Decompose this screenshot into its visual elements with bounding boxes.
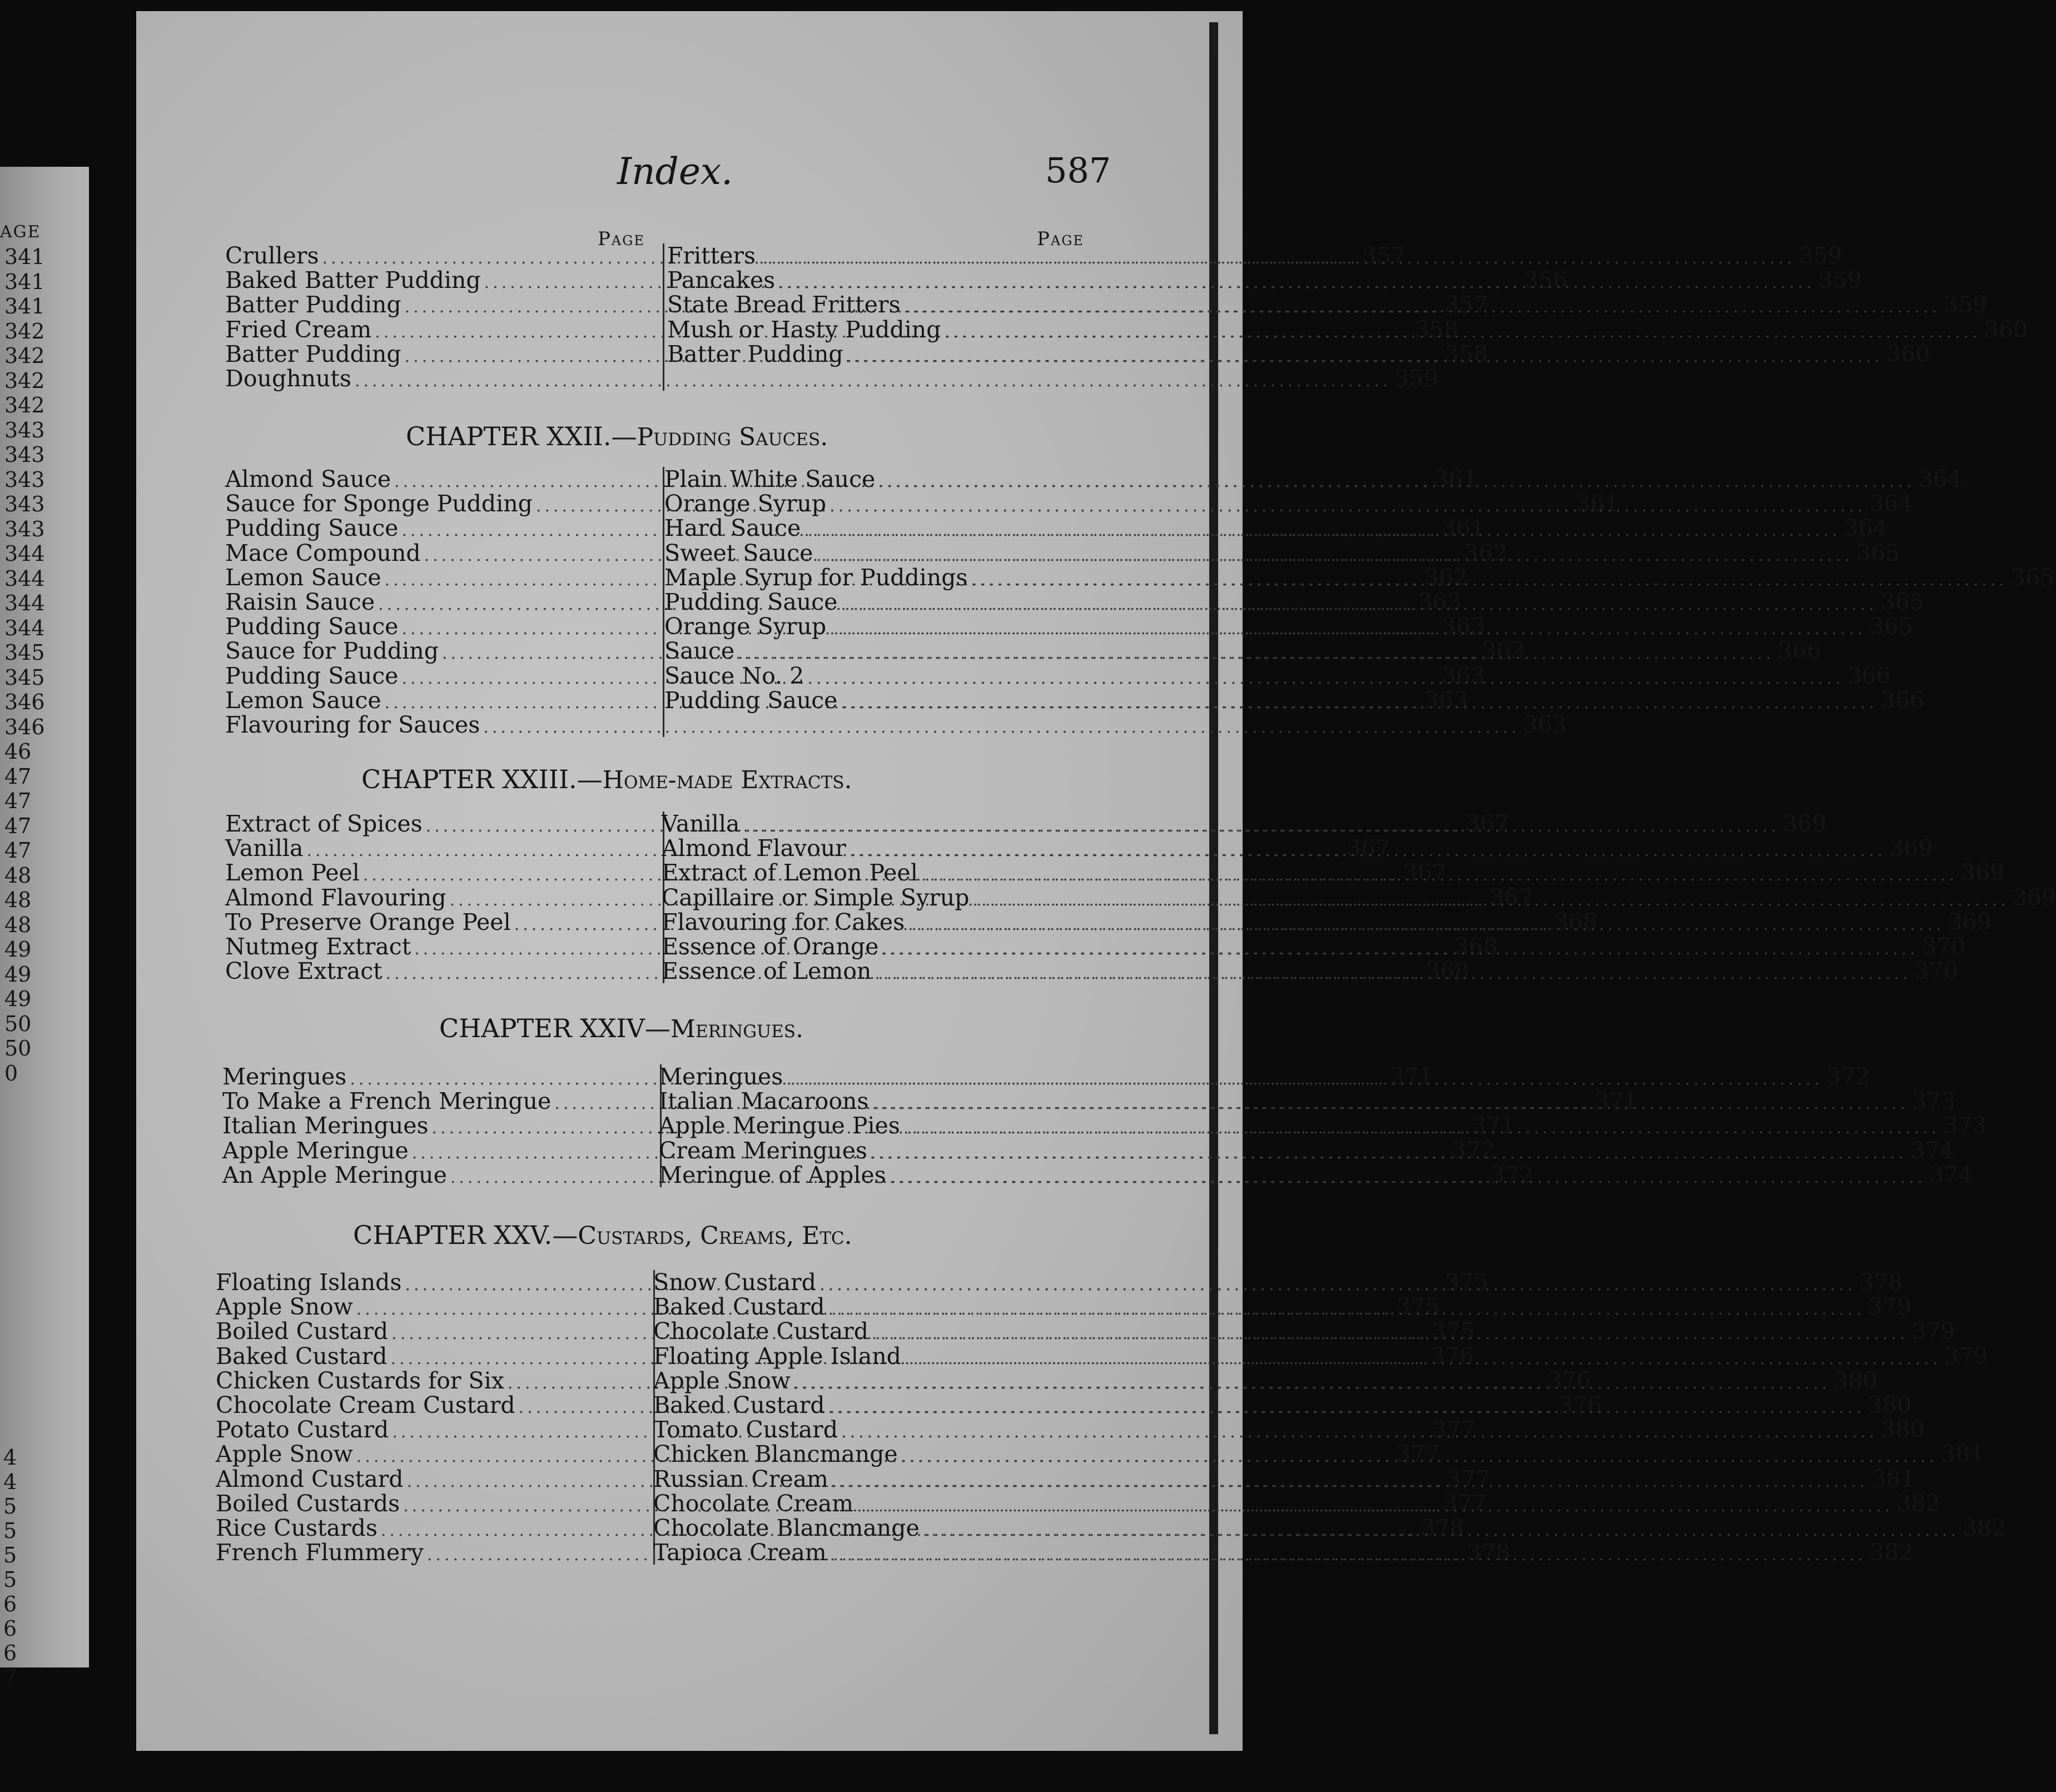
previous-page-number: 6 [3, 1616, 17, 1641]
previous-page-number: 346 [4, 714, 45, 739]
entry-name: Sauce No. 2 [664, 662, 804, 689]
entry-page-number: 377 [1446, 1465, 1491, 1492]
previous-page-number: 50 [4, 1011, 32, 1036]
entry-name: Meringues [222, 1063, 347, 1090]
entry-name: Russian Cream [653, 1465, 828, 1492]
previous-page-number: 343 [4, 417, 45, 442]
dot-leader [830, 494, 1866, 519]
entry-name: Meringue of Apples [659, 1161, 886, 1188]
previous-page-number: 48 [4, 863, 32, 888]
previous-page-number: 341 [4, 269, 45, 294]
entry-page-number: 379 [1944, 1342, 1988, 1370]
entry-name: Sweet Sauce [664, 539, 813, 566]
dot-leader [972, 888, 2009, 913]
entry-page-number: 366 [1847, 662, 1891, 689]
previous-page-number: 6 [3, 1592, 17, 1616]
previous-page-number: 48 [4, 888, 32, 912]
entry-name: Flavouring for Sauces [225, 711, 480, 738]
entry-page-number: 365 [1869, 613, 1913, 640]
entry-name: Batter Pudding [225, 291, 401, 318]
dot-leader [890, 1166, 1926, 1190]
entry-page-number: 369 [1948, 908, 1992, 935]
entry-name: Boiled Custard [216, 1318, 389, 1345]
entry-name: Rice Custards [216, 1514, 378, 1541]
entry-page-number: 377 [1443, 1490, 1487, 1517]
entry-name: Baked Batter Pudding [225, 267, 481, 294]
previous-page-numbers [4, 245, 45, 1086]
entry-page-number: 372 [1452, 1137, 1496, 1164]
entry-page-number: 358 [1444, 340, 1488, 367]
entry-name: Pudding Sauce [225, 662, 399, 689]
entry-page-number: 359 [1943, 291, 1988, 318]
entry-name: Extract of Lemon Peel [662, 859, 918, 887]
previous-page-number: 345 [4, 665, 45, 690]
chapter-number: CHAPTER XXIII.— [361, 764, 603, 794]
entry-name: Italian Macaroons [659, 1088, 869, 1115]
entry-page-number: 380 [1868, 1391, 1912, 1418]
entry-name: Chocolate Cream [653, 1490, 853, 1517]
chapter-number: CHAPTER XXIV— [439, 1013, 671, 1043]
entry-name: Apple Meringue Pies [659, 1112, 900, 1139]
entry-page-number: 375 [1444, 1269, 1489, 1296]
dot-leader [778, 271, 1815, 295]
entry-page-number: 371 [1471, 1112, 1516, 1139]
entry-page-number: 362 [1424, 564, 1468, 591]
entry-page-number: 373 [1943, 1112, 1987, 1139]
entry-page-number: 374 [1929, 1161, 1973, 1188]
entry-name: French Flummery [216, 1539, 424, 1566]
previous-page-number: 47 [4, 838, 32, 863]
previous-page-header: AGE [0, 222, 41, 242]
dot-leader [828, 1293, 1865, 1322]
entry-name: Mush or Hasty Pudding [667, 316, 941, 343]
entry-name: Almond Custard [216, 1465, 404, 1492]
dot-leader [903, 1116, 1940, 1141]
dot-leader [841, 1420, 1878, 1445]
page-column-header-right: Page [1037, 228, 1084, 250]
entry-name: Lemon Peel [225, 859, 360, 887]
previous-page-number: 344 [4, 566, 45, 591]
entry-page-number: 357 [1444, 291, 1488, 318]
entry-name: Clove Extract [225, 958, 383, 985]
entry-page-number: 379 [1911, 1318, 1955, 1345]
entry-name: Crullers [225, 242, 319, 269]
entry-name: State Bread Fritters [667, 291, 901, 318]
dot-leader [921, 863, 1958, 888]
entry-page-number: 372 [1490, 1161, 1534, 1188]
entry-name: Fried Cream [225, 316, 372, 343]
chapter-heading [361, 764, 1671, 794]
entry-page-number: 378 [1859, 1269, 1903, 1296]
previous-page-number: 343 [4, 492, 45, 516]
previous-page-number: 345 [4, 640, 45, 665]
previous-page-number: 46 [4, 739, 32, 764]
previous-page-margin [0, 167, 89, 1690]
entry-page-number: 370 [1914, 958, 1958, 985]
entry-page-number: 366 [1880, 686, 1925, 714]
previous-page-number: 342 [4, 344, 45, 368]
previous-page-number: 344 [4, 541, 45, 566]
dot-leader [872, 1092, 1908, 1116]
dot-leader [923, 1519, 1959, 1543]
entry-page-number: 367 [1466, 810, 1509, 837]
entry-page-number: 360 [1984, 316, 2028, 343]
entry-page-number: 373 [1911, 1088, 1956, 1115]
entry-name: Chicken Custards for Six [216, 1367, 504, 1394]
entry-name: Cream Meringues [659, 1137, 867, 1164]
chapter-heading [439, 1013, 1749, 1043]
previous-page-number: 47 [4, 789, 32, 813]
previous-page-number: 342 [4, 318, 45, 344]
entry-page-number: 380 [1834, 1367, 1878, 1394]
entry-name: To Preserve Orange Peel [225, 908, 511, 935]
previous-page-number: 7 [3, 1665, 17, 1690]
entry-page-number: 368 [1554, 908, 1598, 935]
entry-name: Maple Syrup for Puddings [664, 564, 968, 591]
entry-page-number: 382 [1870, 1539, 1914, 1566]
entry-name: An Apple Meringue [222, 1161, 447, 1188]
previous-page-number: 342 [4, 393, 45, 417]
previous-page-number: 0 [4, 1061, 18, 1086]
dot-leader [875, 962, 1911, 986]
entry-page-number: 376 [1547, 1367, 1591, 1394]
dot-leader [857, 1494, 1893, 1519]
entry-page-number: 360 [1886, 340, 1930, 367]
entry-name: Batter Pudding [667, 340, 843, 367]
previous-page-number: 48 [4, 912, 32, 937]
entry-page-number: 367 [1489, 884, 1533, 911]
entry-name: Snow Custard [653, 1269, 816, 1296]
entry-page-number: 365 [1856, 539, 1900, 566]
index-entry [225, 365, 1438, 392]
entry-page-number: 377 [1396, 1441, 1440, 1468]
entry-name: Pancakes [667, 267, 776, 294]
entry-name: Vanilla [225, 835, 304, 862]
entry-page-number: 380 [1881, 1416, 1925, 1443]
previous-page-number: 49 [4, 937, 32, 962]
entry-page-number: 374 [1910, 1137, 1954, 1164]
entry-name: Tomato Custard [653, 1416, 838, 1443]
dot-leader [355, 369, 1391, 394]
previous-page-number: 47 [4, 813, 32, 838]
entry-name: Mace Compound [225, 539, 421, 566]
entry-name: Floating Apple Island [653, 1342, 901, 1370]
chapter-title: Meringues. [670, 1015, 804, 1043]
dot-leader [820, 1273, 1856, 1297]
entry-page-number: 378 [1467, 1539, 1511, 1566]
entry-name: To Make a French Meringue [222, 1088, 552, 1115]
dot-leader [841, 593, 1877, 617]
entry-name: Batter Pudding [225, 340, 401, 367]
entry-name: Almond Sauce [225, 466, 391, 492]
entry-name: Baked Custard [216, 1342, 388, 1370]
entry-name: Pudding Sauce [225, 613, 399, 640]
index-entry [225, 711, 1567, 738]
dot-leader [743, 810, 1779, 839]
entry-page-number: 364 [1844, 515, 1888, 542]
entry-page-number: 365 [2010, 564, 2055, 591]
entry-page-number: 381 [1941, 1441, 1985, 1468]
entry-name: Apple Snow [653, 1367, 791, 1394]
previous-page-number: 5 [3, 1494, 17, 1519]
chapter-heading [353, 1220, 1663, 1250]
entry-name: Baked Custard [653, 1293, 825, 1321]
entry-name: Sauce for Pudding [225, 638, 439, 665]
entry-page-number: 367 [1346, 835, 1390, 862]
running-title: Index. [617, 150, 733, 193]
entry-name: Chicken Blancmange [653, 1441, 898, 1468]
entry-name: Orange Syrup [664, 490, 827, 517]
entry-page-number: 370 [1921, 933, 1966, 960]
dot-leader [847, 345, 1883, 369]
dot-leader [759, 246, 1795, 271]
entry-page-number: 379 [1868, 1293, 1912, 1321]
entry-name: Vanilla [662, 810, 740, 837]
entry-page-number: 364 [1869, 490, 1913, 517]
previous-page-number: 4 [3, 1470, 17, 1494]
dot-leader [483, 715, 1519, 740]
entry-page-number: 371 [1594, 1088, 1638, 1115]
chapter-heading [406, 421, 1716, 451]
dot-leader [841, 691, 1877, 715]
chapter-title: Home-made Extracts. [602, 766, 852, 794]
index-entry [225, 340, 1488, 367]
entry-page-number: 356 [1523, 267, 1568, 294]
entry-name: Chocolate Blancmange [653, 1514, 920, 1541]
entry-page-number: 364 [1918, 466, 1962, 492]
previous-page-number: 5 [3, 1567, 17, 1592]
entry-page-number: 377 [1432, 1416, 1476, 1443]
dot-leader [832, 1470, 1868, 1494]
entry-page-number: 359 [1394, 365, 1438, 392]
entry-name: Nutmeg Extract [225, 933, 411, 960]
entry-page-number: 367 [1403, 859, 1447, 887]
entry-name: Lemon Sauce [225, 686, 381, 714]
previous-page-number: 343 [4, 516, 45, 541]
previous-page-number: 50 [4, 1036, 32, 1061]
entry-page-number: 375 [1396, 1293, 1440, 1321]
dot-leader [944, 320, 1980, 345]
entry-page-number: 362 [1463, 539, 1508, 566]
entry-name: Pudding Sauce [664, 588, 838, 615]
dot-leader [971, 568, 2007, 593]
entry-page-number: 363 [1441, 613, 1486, 640]
previous-page-number: 4 [3, 1445, 17, 1470]
entry-name: Fritters [667, 242, 756, 269]
page-column-header-left: Page [598, 228, 645, 250]
page-number: 587 [1045, 150, 1111, 191]
entry-name: Sauce [664, 638, 735, 665]
entry-page-number: 357 [1362, 242, 1406, 269]
dot-leader [807, 662, 1844, 691]
chapter-title: Pudding Sauces. [637, 423, 828, 451]
dot-leader [904, 295, 1940, 320]
entry-page-number: 376 [1558, 1391, 1602, 1418]
entry-name: Raisin Sauce [225, 588, 375, 615]
previous-page-number: 5 [3, 1543, 17, 1567]
entry-page-number: 368 [1425, 958, 1469, 985]
entry-page-number: 361 [1434, 466, 1478, 492]
entry-page-number: 361 [1441, 515, 1486, 542]
previous-page-number: 49 [4, 987, 32, 1011]
chapter-number: CHAPTER XXV.— [353, 1220, 578, 1250]
entry-name: Almond Flavouring [225, 884, 446, 911]
entry-name: Apple Snow [216, 1441, 353, 1468]
dot-leader [828, 1396, 1865, 1420]
entry-page-number: 369 [1782, 810, 1827, 837]
entry-name: Hard Sauce [664, 515, 801, 542]
entry-page-number: 359 [1818, 267, 1862, 294]
entry-page-number: 369 [2012, 884, 2056, 911]
entry-name: Floating Islands [216, 1269, 402, 1296]
entry-name: Potato Custard [216, 1416, 389, 1443]
chapter-number: CHAPTER XXII.— [406, 421, 637, 451]
entry-page-number: 368 [1454, 933, 1498, 960]
entry-page-number: 382 [1896, 1490, 1940, 1517]
entry-page-number: 381 [1871, 1465, 1915, 1492]
entry-page-number: 372 [1826, 1063, 1870, 1090]
entry-name: Pudding Sauce [225, 515, 399, 542]
entry-name: Almond Flavour [662, 835, 846, 862]
dot-leader [816, 544, 1853, 568]
entry-name: Capillaire or Simple Syrup [662, 884, 970, 911]
entry-name: Boiled Custards [216, 1490, 400, 1517]
dot-leader [830, 617, 1866, 641]
dot-leader [794, 1371, 1830, 1396]
entry-page-number: 365 [1880, 588, 1925, 615]
entry-name: Doughnuts [225, 365, 351, 392]
entry-name: Lemon Sauce [225, 564, 381, 591]
previous-page-number: 47 [4, 764, 32, 789]
dot-leader [905, 1347, 1941, 1371]
entry-name: Extract of Spices [225, 810, 423, 837]
chapter-title: Custards, Creams, Etc. [578, 1222, 852, 1250]
previous-page-number: 341 [4, 245, 45, 269]
previous-page-number: 343 [4, 467, 45, 492]
entry-name: Sauce for Sponge Pudding [225, 490, 533, 517]
entry-name: Chocolate Cream Custard [216, 1391, 515, 1418]
dot-leader [804, 519, 1840, 543]
index-entry [222, 1063, 1433, 1090]
entry-name: Plain White Sauce [664, 466, 876, 492]
entry-page-number: 376 [1430, 1342, 1474, 1370]
entry-page-number: 359 [1799, 242, 1843, 269]
entry-name: Tapioca Cream [653, 1539, 827, 1566]
entry-page-number: 363 [1424, 686, 1468, 714]
previous-page-tail-numbers [3, 1445, 17, 1690]
entry-page-number: 378 [1421, 1514, 1464, 1541]
previous-page-number: 344 [4, 591, 45, 615]
dot-leader [871, 1141, 1907, 1166]
entry-page-number: 366 [1777, 638, 1821, 665]
previous-page-number: 341 [4, 294, 45, 318]
entry-page-number: 371 [1389, 1063, 1433, 1090]
entry-page-number: 369 [1961, 859, 2005, 887]
entry-name: Orange Syrup [664, 613, 827, 640]
entry-name: Italian Meringues [222, 1112, 429, 1139]
entry-page-number: 358 [1414, 316, 1458, 343]
entry-name: Essence of Orange [662, 933, 879, 960]
previous-page-number: 344 [4, 615, 45, 640]
entry-page-number: 369 [1889, 835, 1933, 862]
entry-page-number: 363 [1441, 662, 1486, 689]
entry-page-number: 363 [1523, 711, 1567, 738]
dot-leader [882, 937, 1918, 962]
entry-name: Chocolate Custard [653, 1318, 869, 1345]
entry-name: Meringues [659, 1063, 783, 1090]
dot-leader [908, 913, 1944, 937]
entry-name: Apple Meringue [222, 1137, 409, 1164]
previous-page-number: 49 [4, 962, 32, 987]
previous-page-number: 346 [4, 690, 45, 714]
previous-page-number: 5 [3, 1519, 17, 1543]
dot-leader [830, 1543, 1866, 1567]
entry-name: Baked Custard [653, 1391, 825, 1418]
entry-page-number: 375 [1431, 1318, 1475, 1345]
previous-page-number: 343 [4, 442, 45, 467]
dot-leader [878, 470, 1915, 494]
entry-name: Essence of Lemon [662, 958, 872, 985]
entry-page-number: 382 [1963, 1514, 2007, 1541]
entry-name: Pudding Sauce [664, 686, 838, 714]
previous-page-number: 6 [3, 1641, 17, 1665]
entry-name: Apple Snow [216, 1293, 353, 1321]
previous-page-number: 342 [4, 368, 45, 393]
dot-leader [850, 839, 1886, 863]
dot-leader [901, 1445, 1938, 1469]
dot-leader [872, 1322, 1908, 1346]
dot-leader [738, 638, 1774, 666]
entry-page-number: 363 [1482, 638, 1526, 665]
entry-page-number: 361 [1576, 490, 1620, 517]
entry-name: Flavouring for Cakes [662, 908, 905, 935]
index-entry [225, 638, 1526, 665]
dot-leader [786, 1067, 1822, 1092]
entry-page-number: 363 [1418, 588, 1462, 615]
